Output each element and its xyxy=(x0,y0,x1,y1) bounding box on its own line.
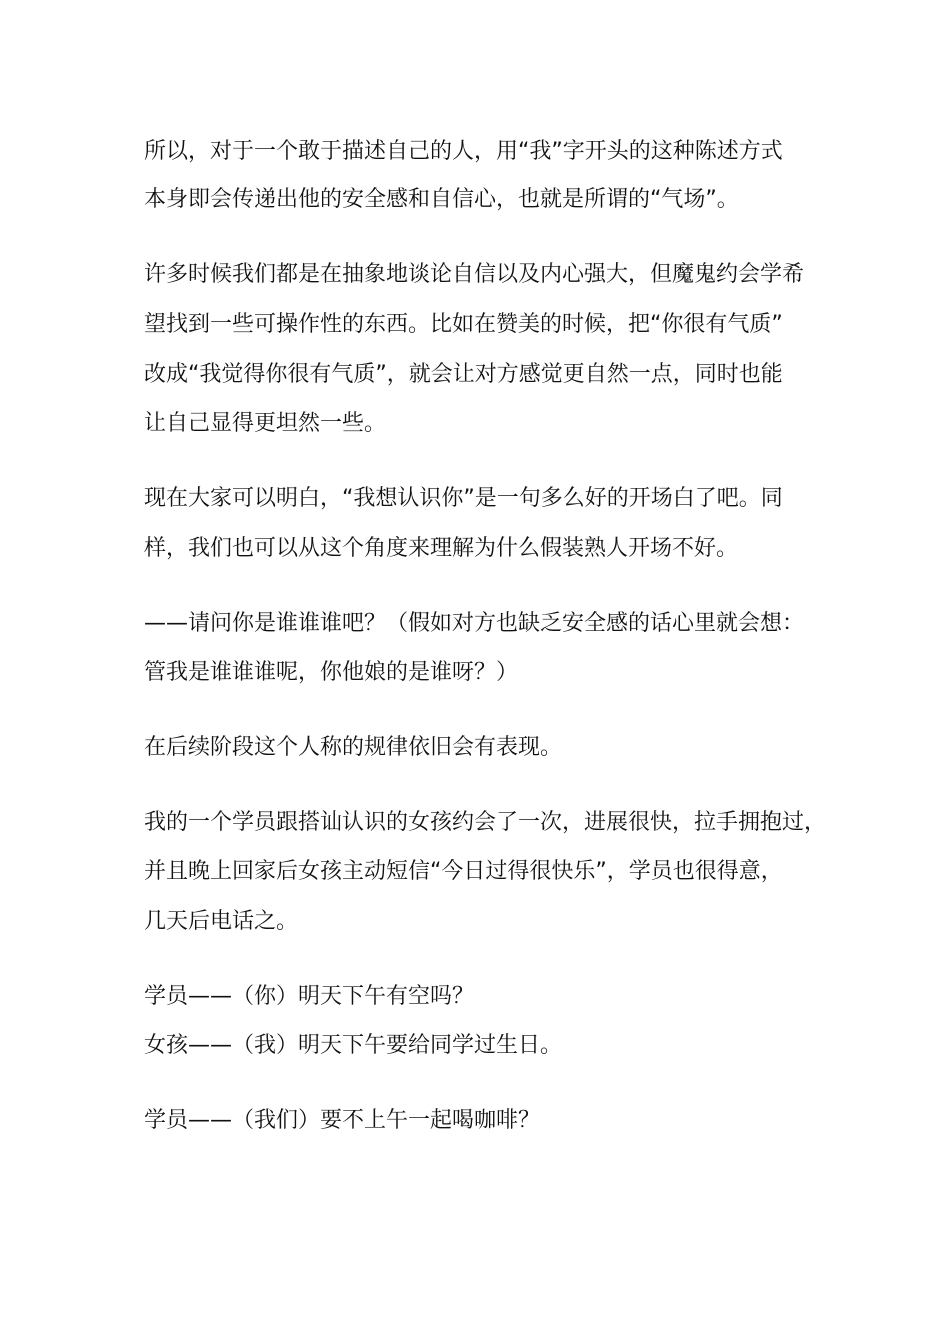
text-line: 本身即会传递出他的安全感和自信心，也就是所谓的“气场”。 xyxy=(144,187,739,212)
text-line: 在后续阶段这个人称的规律依旧会有表现。 xyxy=(144,735,563,760)
dialogue-line: 学员——（我们）要不上午一起喝咖啡？ xyxy=(144,1108,541,1133)
text-line: 几天后电话之。 xyxy=(144,909,299,934)
dialogue-line: 学员——（你）明天下午有空吗？ xyxy=(144,984,475,1009)
text-line: ——请问你是谁谁谁吧？（假如对方也缺乏安全感的话心里就会想： xyxy=(144,611,805,636)
text-line: 许多时候我们都是在抽象地谈论自信以及内心强大，但魔鬼约会学希 xyxy=(144,262,805,287)
text-line: 改成“我觉得你很有气质”，就会让对方感觉更自然一点，同时也能 xyxy=(144,362,783,387)
dialogue-line: 女孩——（我）明天下午要给同学过生日。 xyxy=(144,1033,563,1058)
text-line: 让自己显得更坦然一些。 xyxy=(144,411,387,436)
text-line: 所以，对于一个敢于描述自己的人，用“我”字开头的这种陈述方式 xyxy=(144,139,783,164)
text-line: 并且晚上回家后女孩主动短信“今日过得很快乐”，学员也很得意， xyxy=(144,859,783,884)
text-line: 我的一个学员跟搭讪认识的女孩约会了一次，进展很快，拉手拥抱过， xyxy=(144,810,827,835)
text-line: 望找到一些可操作性的东西。比如在赞美的时候，把“你很有气质” xyxy=(144,312,783,337)
text-line: 现在大家可以明白，“我想认识你”是一句多么好的开场白了吧。同 xyxy=(144,486,783,511)
text-line: 管我是谁谁谁呢，你他娘的是谁呀？） xyxy=(144,660,519,685)
text-line: 样，我们也可以从这个角度来理解为什么假装熟人开场不好。 xyxy=(144,536,739,561)
